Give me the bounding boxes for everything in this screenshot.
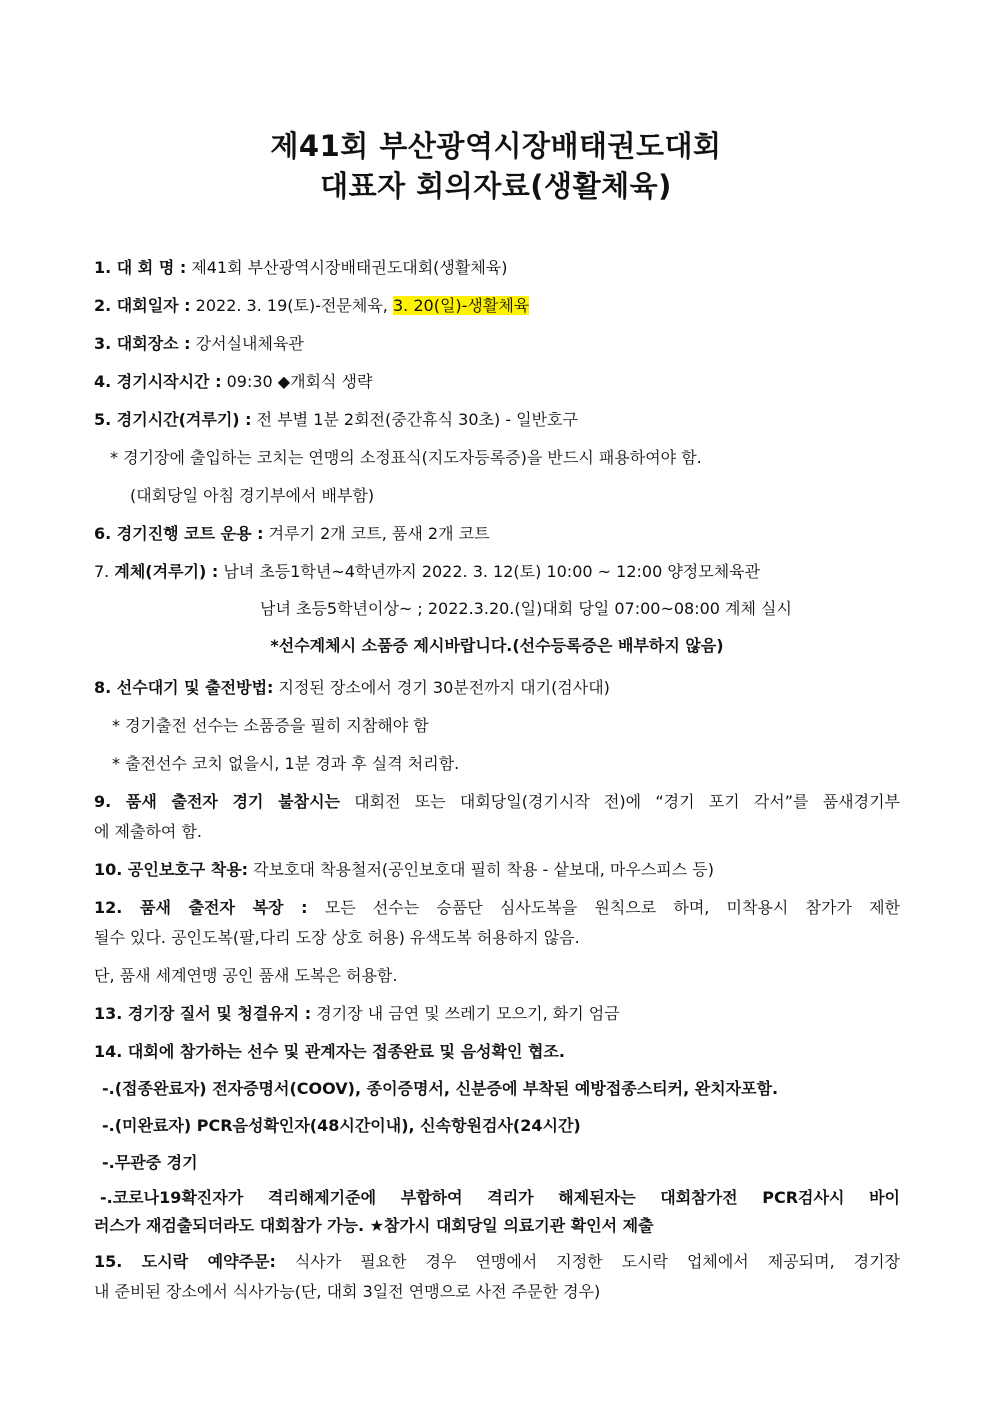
- item-12-text: 모든 선수는 승품단 심사도복을 원칙으로 하며, 미착용시 참가가 제한: [307, 898, 900, 917]
- item-13-text: 경기장 내 금연 및 쓰레기 모으기, 화기 엄금: [311, 1004, 620, 1023]
- item-9-line-2: 에 제출하여 함.: [94, 822, 202, 841]
- item-7-line-2: 남녀 초등5학년이상~ ; 2022.3.20.(일)대회 당일 07:00~08:00 계체 실시: [260, 599, 792, 618]
- item-13-label: 13. 경기장 질서 및 청결유지 :: [94, 1004, 312, 1023]
- item-5-note-2: (대회당일 아침 경기부에서 배부함): [130, 486, 375, 505]
- item-2-highlight: 3. 20(일)-생활체육: [392, 296, 530, 315]
- item-15-text: 식사가 필요한 경우 연맹에서 지정한 도시락 업체에서 제공되며, 경기장: [275, 1252, 901, 1271]
- item-1-event-name: [94, 256, 900, 280]
- item-15-lunch-order: [94, 1250, 900, 1274]
- item-2-label: 2. 대회일자 :: [94, 296, 191, 315]
- item-12-poomsae-uniform: [94, 896, 900, 920]
- item-7-weigh-in: [94, 560, 900, 584]
- item-14-vaccination: 14. 대회에 참가하는 선수 및 관계자는 접종완료 및 음성확인 협조.: [94, 1042, 565, 1061]
- item-12-label: 12. 품새 출전자 복장 :: [94, 898, 308, 917]
- item-7-number: 7.: [94, 562, 115, 581]
- item-4-label: 4. 경기시작시간 :: [94, 372, 222, 391]
- item-5-match-time: [94, 408, 900, 432]
- item-12-line-3: 단, 품새 세계연맹 공인 품새 도복은 허용함.: [94, 966, 398, 985]
- item-10-protector: [94, 858, 900, 882]
- item-5-label: 5. 경기시간(겨루기) :: [94, 410, 252, 429]
- item-3-venue: [94, 332, 900, 356]
- item-14-sub-2: -.(미완료자) PCR음성확인자(48시간이내), 신속항원검사(24시간): [102, 1116, 581, 1135]
- item-10-text: 각보호대 착용철저(공인보호대 필히 착용 - 샅보대, 마우스피스 등): [248, 860, 714, 879]
- item-14-sub-4a: -.코로나19확진자가 격리해제기준에 부합하여 격리가 해제된자는 대회참가전 PCR검사시 바이: [100, 1188, 900, 1207]
- item-10-label: 10. 공인보호구 착용:: [94, 860, 249, 879]
- item-4-start-time: [94, 370, 900, 394]
- item-1-text: 제41회 부산광역시장배태권도대회(생활체육): [186, 258, 508, 277]
- item-7-note: *선수계체시 소품증 제시바랍니다.(선수등록증은 배부하지 않음): [270, 636, 724, 655]
- item-5-note-1: * 경기장에 출입하는 코치는 연맹의 소정표식(지도자등록증)을 반드시 패용하여야 함.: [110, 448, 702, 467]
- item-7-text: 남녀 초등1학년~4학년까지 2022. 3. 12(토) 10:00 ~ 12:00 양정모체육관: [218, 562, 761, 581]
- item-8-note-2: * 출전선수 코치 없을시, 1분 경과 후 실격 처리함.: [112, 754, 460, 773]
- item-9-label: 9. 품새 출전자 경기 불참시는: [94, 792, 340, 811]
- item-6-court: [94, 522, 900, 546]
- item-5-text: 전 부별 1분 2회전(중간휴식 30초) - 일반호구: [251, 410, 578, 429]
- item-7-label: 계체(겨루기) :: [114, 562, 219, 581]
- item-2-event-date: [94, 294, 900, 318]
- item-15-label: 15. 도시락 예약주문:: [94, 1252, 276, 1271]
- item-12-line-2: 될수 있다. 공인도복(팔,다리 도장 상호 허용) 유색도복 허용하지 않음.: [94, 928, 580, 947]
- item-4-text: 09:30 ◆개회식 생략: [221, 372, 373, 391]
- item-13-order: [94, 1002, 900, 1026]
- item-14-sub-1: -.(접종완료자) 전자증명서(COOV), 종이증명서, 신분증에 부착된 예방접종스티커, 완치자포함.: [102, 1079, 779, 1098]
- item-8-waiting: [94, 676, 900, 700]
- item-1-label: 1. 대 회 명 :: [94, 258, 187, 277]
- item-2-text: 2022. 3. 19(토)-전문체육,: [190, 296, 393, 315]
- item-9-text: 대회전 또는 대회당일(경기시작 전)에 “경기 포기 각서”를 품새경기부: [339, 792, 900, 811]
- document-title-line1: 제41회 부산광역시장배태권도대회: [270, 129, 722, 163]
- item-3-label: 3. 대회장소 :: [94, 334, 191, 353]
- item-3-text: 강서실내체육관: [190, 334, 304, 353]
- item-14-sub-4b: 러스가 재검출되더라도 대회참가 가능. ★참가시 대회당일 의료기관 확인서 제출: [94, 1216, 654, 1235]
- item-8-label: 8. 선수대기 및 출전방법:: [94, 678, 274, 697]
- item-14-sub-3: -.무관중 경기: [102, 1153, 198, 1172]
- item-8-note-1: * 경기출전 선수는 소품증을 필히 지참해야 함: [112, 716, 429, 735]
- item-15-line-2: 내 준비된 장소에서 식사가능(단, 대회 3일전 연맹으로 사전 주문한 경우): [94, 1282, 601, 1301]
- document-title-line2: 대표자 회의자료(생활체육): [320, 169, 672, 203]
- item-8-text: 지정된 장소에서 경기 30분전까지 대기(검사대): [273, 678, 610, 697]
- item-6-text: 겨루기 2개 코트, 품새 2개 코트: [263, 524, 490, 543]
- item-9-poomsae-absence: [94, 790, 900, 814]
- item-6-label: 6. 경기진행 코트 운용 :: [94, 524, 264, 543]
